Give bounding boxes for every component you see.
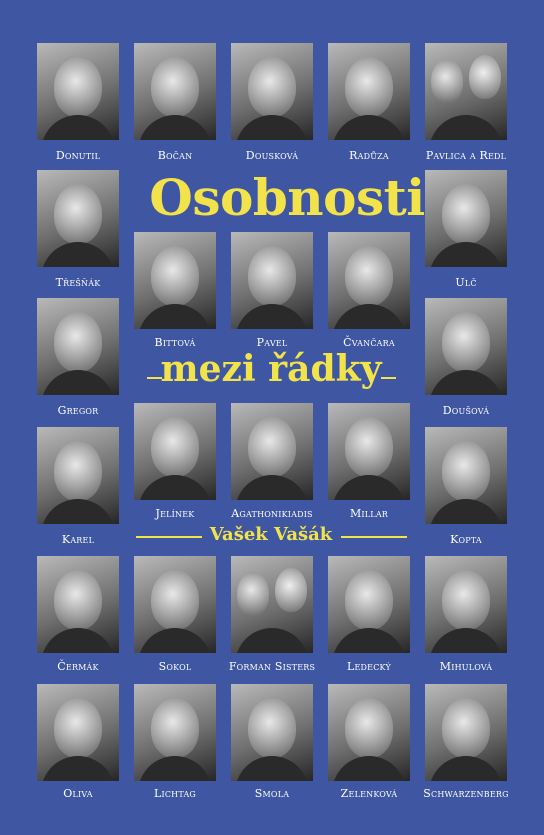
name-agathonikiadis: Agathonikiadis: [231, 507, 313, 520]
portrait-donutil: [37, 43, 119, 140]
author-rule-right: [341, 536, 407, 538]
portrait-bocan: [134, 43, 216, 140]
portrait-cermak: [37, 556, 119, 653]
portrait-oliva: [37, 684, 119, 781]
portrait-tresnak: [37, 170, 119, 267]
book-title: Osobnosti: [149, 168, 425, 227]
portrait-sokol: [134, 556, 216, 653]
portrait-bittova: [134, 232, 216, 329]
name-raduza: Radůza: [349, 149, 389, 162]
name-smola: Smola: [254, 787, 290, 800]
name-ulc: Ulč: [455, 276, 477, 289]
portrait-cvancara: [328, 232, 410, 329]
name-dousova: Doušová: [442, 404, 490, 417]
name-pavlica-redl: Pavlica a Redl: [425, 149, 507, 162]
name-gregor: Gregor: [57, 404, 99, 417]
portrait-smola: [231, 684, 313, 781]
portrait-schwarzenberg: [425, 684, 507, 781]
book-subtitle: mezi řádky: [160, 348, 382, 390]
portrait-douskova: [231, 43, 313, 140]
portrait-ledecky: [328, 556, 410, 653]
name-mihulova: Mihulová: [439, 660, 493, 673]
portrait-gregor: [37, 298, 119, 395]
name-ledecky: Ledecký: [347, 660, 391, 673]
name-oliva: Oliva: [63, 787, 93, 800]
name-bittova: Bittová: [154, 336, 196, 349]
portrait-raduza: [328, 43, 410, 140]
subtitle-rule-right: [381, 377, 396, 379]
portrait-kopta: [425, 427, 507, 524]
portrait-forman-sisters: [231, 556, 313, 653]
name-forman-sisters: Forman Sisters: [228, 660, 316, 673]
portrait-karel: [37, 427, 119, 524]
name-douskova: Dousková: [245, 149, 299, 162]
portrait-lichtag: [134, 684, 216, 781]
name-tresnak: Třešňák: [55, 276, 101, 289]
name-schwarzenberg: Schwarzenberg: [423, 787, 509, 800]
portrait-agathonikiadis: [231, 403, 313, 500]
portrait-ulc: [425, 170, 507, 267]
book-author: Vašek Vašák: [209, 524, 333, 545]
portrait-millar: [328, 403, 410, 500]
name-jelinek: Jelínek: [155, 507, 195, 520]
name-zelenkova: Zelenková: [340, 787, 398, 800]
name-cvancara: Čvančara: [343, 336, 395, 349]
name-karel: Karel: [61, 533, 95, 546]
portrait-pavlica-redl: [425, 43, 507, 140]
portrait-mihulova: [425, 556, 507, 653]
name-sokol: Sokol: [158, 660, 192, 673]
author-rule-left: [136, 536, 202, 538]
name-kopta: Kopta: [450, 533, 482, 546]
portrait-zelenkova: [328, 684, 410, 781]
name-donutil: Donutil: [55, 149, 101, 162]
name-pavel: Pavel: [256, 336, 288, 349]
name-millar: Millar: [349, 507, 389, 520]
name-lichtag: Lichtag: [153, 787, 197, 800]
portrait-jelinek: [134, 403, 216, 500]
portrait-pavel: [231, 232, 313, 329]
name-bocan: Bočan: [157, 149, 193, 162]
portrait-dousova: [425, 298, 507, 395]
name-cermak: Čermák: [57, 660, 99, 673]
